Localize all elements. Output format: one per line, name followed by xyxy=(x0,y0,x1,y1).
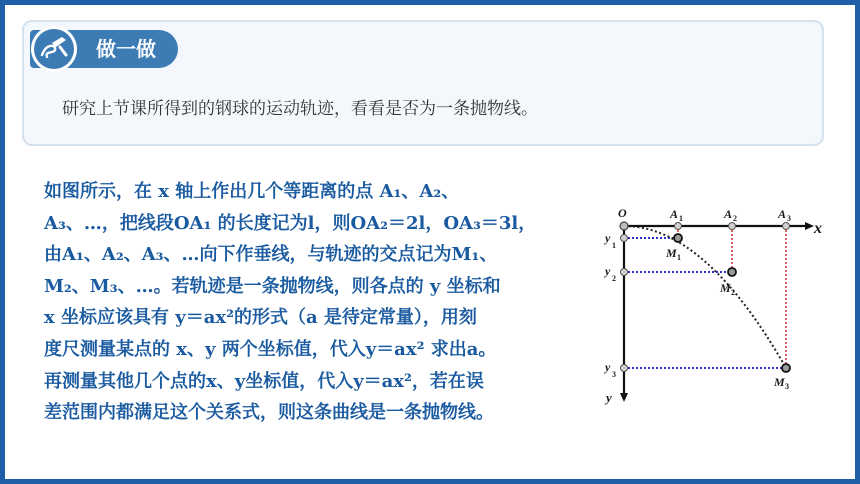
activity-title: 做一做 xyxy=(96,37,156,61)
point-m3 xyxy=(782,364,790,372)
explanation-line: 如图所示，在 x 轴上作出几个等距离的点 A₁、A₂、 xyxy=(44,181,460,202)
point-m2 xyxy=(728,268,736,276)
point-y3 xyxy=(621,365,628,372)
explanation-line: x 坐标应该具有 y＝ax²的形式（a 是待定常量），用刻 xyxy=(44,307,477,329)
m1-label: M xyxy=(666,246,677,260)
explanation-line: 再测量其他几个点的x、y坐标值，代入y＝ax²，若在误 xyxy=(44,370,484,392)
a1-label: A xyxy=(670,207,679,221)
a2-sub: 2 xyxy=(733,214,737,223)
point-a3 xyxy=(783,223,790,230)
origin-label: O xyxy=(618,206,627,220)
y1-sub: 1 xyxy=(612,241,616,250)
y2-label: y xyxy=(605,264,611,278)
point-a2 xyxy=(729,223,736,230)
y1-label: y xyxy=(605,231,611,245)
trajectory-diagram xyxy=(596,200,836,410)
explanation-text xyxy=(44,176,584,429)
m1-sub: 1 xyxy=(677,253,681,262)
point-a1 xyxy=(675,223,682,230)
point-y1 xyxy=(621,235,628,242)
hand-tool-icon xyxy=(30,25,78,73)
m2-sub: 2 xyxy=(731,288,735,297)
explanation-line: A₃、…，把线段OA₁ 的长度记为l，则OA₂＝2l，OA₃＝3l， xyxy=(44,212,537,234)
a2-label: A xyxy=(724,207,733,221)
explanation-line: 差范围内都满足这个关系式，则这条曲线是一条抛物线。 xyxy=(44,402,494,424)
a3-label: A xyxy=(778,207,787,221)
y-axis-label: y xyxy=(606,390,612,405)
activity-task-text: 研究上节课所得到的钢球的运动轨迹，看看是否为一条抛物线。 xyxy=(62,99,538,119)
explanation-line: 由A₁、A₂、A₃、…向下作垂线，与轨迹的交点记为M₁、 xyxy=(44,244,498,266)
y-axis-arrow xyxy=(620,393,628,402)
point-m1 xyxy=(674,234,682,242)
m3-sub: 3 xyxy=(785,382,789,391)
y3-label: y xyxy=(605,360,611,374)
x-axis-label: x xyxy=(814,220,822,237)
x-axis-arrow xyxy=(805,222,814,230)
y2-sub: 2 xyxy=(612,274,616,283)
a3-sub: 3 xyxy=(787,214,791,223)
explanation-line: M₂、M₃、…。若轨迹是一条抛物线，则各点的 y 坐标和 xyxy=(44,275,501,297)
origin-point xyxy=(620,222,628,230)
parabola-curve xyxy=(624,226,786,368)
m2-label: M xyxy=(720,281,731,295)
point-y2 xyxy=(621,269,628,276)
m3-label: M xyxy=(774,375,785,389)
a1-sub: 1 xyxy=(679,214,683,223)
y3-sub: 3 xyxy=(612,370,616,379)
explanation-line: 度尺测量某点的 x、y 两个坐标值，代入y＝ax² 求出a。 xyxy=(44,338,497,360)
